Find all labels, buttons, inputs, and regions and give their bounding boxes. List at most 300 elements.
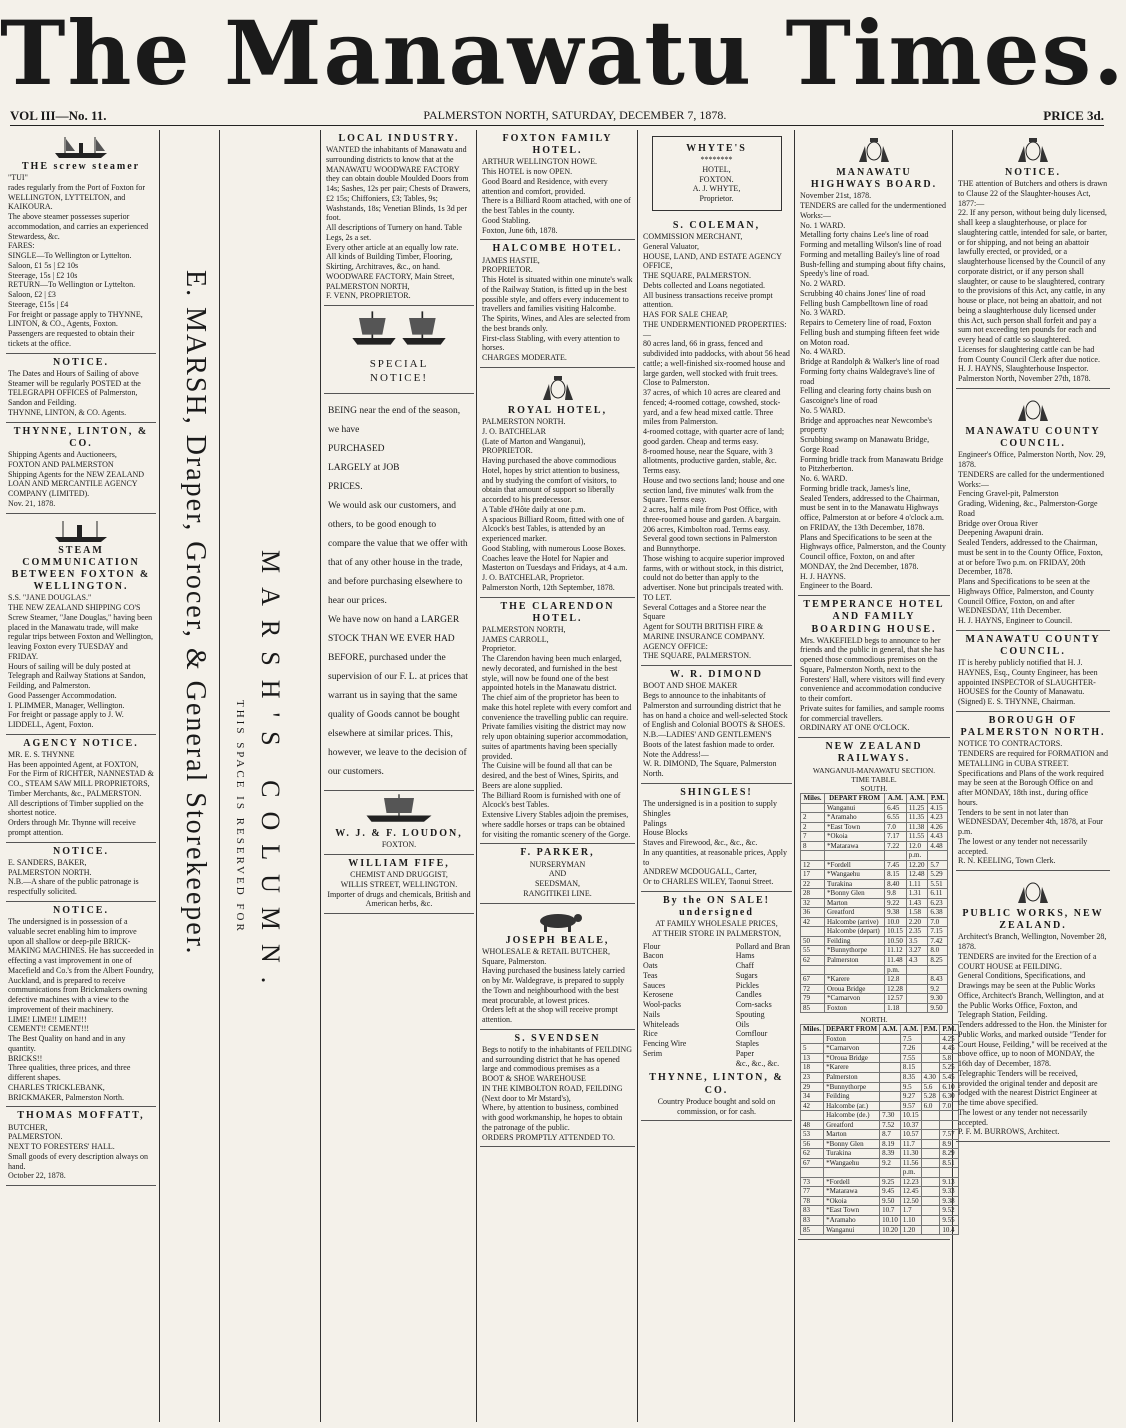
timetable-cell (921, 1130, 940, 1140)
timetable-row (801, 917, 948, 927)
ad-text-line: Extensive Livery Stables adjoin the premises, where saddle horses or traps can be obtained for visiting the romantic scenery of the Gorge. (482, 810, 631, 839)
timetable-row (801, 1158, 959, 1168)
ad-text-line: Sugars (735, 970, 758, 980)
timetable-cell: 8.19 (880, 1139, 901, 1149)
ad-text-line: Shipping Agents for the NEW ZEALAND LOAN AND MERCANTILE AGENCY COMPANY (LIMITED). (8, 469, 145, 498)
timetable-cell: 9.55 (940, 1215, 959, 1225)
ad-text-line: Felling and clearing forty chains bush on Gascoigne's line of road (800, 386, 932, 406)
timetable-cell: 9.30 (928, 994, 948, 1004)
ad-text-line: TENDERS are called for the undermentioned Works:— (958, 469, 1104, 489)
ad-text-line: Bridge at Randolph & Walker's line of road (800, 357, 940, 367)
timetable-cell (921, 1206, 940, 1216)
timetable-cell: Oroua Bridge (825, 984, 885, 994)
ad-royal-hotel (480, 368, 635, 598)
timetable-cell (921, 1053, 940, 1063)
ad-text-line: RETURN—To Wellington or Lyttelton. Saloon, £2 | £3 (8, 280, 136, 300)
ad-text-line: Architect's Branch, Wellington, November 28, 1878. (958, 932, 1107, 952)
timetable-cell: 8.15 (900, 1063, 921, 1073)
ad-temperance-hotel (798, 596, 950, 738)
timetable-cell: 9.38 (885, 908, 907, 918)
ad-text-line: MR. E. S. THYNNE (8, 749, 75, 759)
ad-text-line: For the Firm of RICHTER, NANNESTAD & CO., STEAM SAW MILL PROPRIETORS, Timber Merchants, &c., PALMERSTON. (8, 769, 154, 798)
timetable-cell (801, 1168, 824, 1178)
ad-text-line: Flour (643, 941, 661, 951)
ad-text-line: 2 acres, half a mile from Post Office, with three-roomed house and garden. A bargain. (643, 505, 781, 524)
timetable-cell: 8.39 (880, 1149, 901, 1159)
ad-special-notice (324, 350, 474, 394)
ad-text-line: Shipping Agents and Auctioneers, (8, 450, 117, 459)
ad-text-line: Palmerston North, 12th September, 1878. (482, 582, 615, 592)
space-reserved-note: THIS SPACE IS RESERVED FOR (234, 700, 246, 934)
timetable-row (801, 1177, 959, 1187)
timetable-cell: 9.8 (885, 889, 907, 899)
ad-text-line: We have now on hand a LARGER STOCK THAN WE EVER HAD BEFORE, purchased under the supervision of our F. L. at prices that warrant us in saying that the same quality of Goods cannot be bought elsewhere at similar prices. This, however, we leave to the decision of our customers. (328, 615, 468, 777)
ad-text-line: WOODWARE FACTORY, Main Street, PALMERSTON NORTH, (326, 271, 455, 291)
timetable-cell: 83 (801, 1215, 824, 1225)
timetable-cell (928, 965, 948, 975)
ad-text-line: The Clarendon having been much enlarged, newly decorated, and furnished in the best style, will now be found one of the best appointed hotels in the Manawatu district. (482, 654, 622, 693)
timetable-cell: 11.35 (906, 813, 928, 823)
ad-notice-sailing (6, 354, 156, 423)
ad-text-line: Licenses for slaughtering cattle can be had from County Council Clerk after due notice. (958, 344, 1100, 364)
ad-text-line: SINGLE—To Wellington or Lyttelton. Saloon, £1 5s | £2 10s (8, 251, 132, 270)
ad-steam-communication (6, 514, 156, 735)
timetable-header-row (801, 793, 948, 803)
ad-text-line: Kerosene (643, 990, 674, 1000)
timetable-cell: 5 (801, 1044, 824, 1054)
timetable-cell (921, 1063, 940, 1073)
ad-text-line: All descriptions of Turnery on hand. Table Legs, 2s a set. (326, 223, 462, 242)
timetable-cell: 4.23 (928, 813, 948, 823)
timetable-cell: 10.10 (880, 1215, 901, 1225)
ad-agency-notice (6, 735, 156, 843)
timetable-cell: 12.57 (885, 994, 907, 1004)
timetable-cell (906, 975, 928, 985)
timetable-cell: 42 (801, 1101, 824, 1111)
ad-text-line: The lowest or any tender not necessarily accepted. (958, 836, 1088, 856)
ad-text-line: Corn-sacks (735, 1000, 772, 1010)
ad-text-line: N.B.—A share of the public patronage is respectfully solicited. (8, 877, 139, 897)
timetable-row (801, 946, 948, 956)
timetable-row (801, 1053, 959, 1063)
ad-text-line: AND (548, 869, 567, 879)
timetable-cell: 6.45 (885, 803, 907, 813)
timetable-header-cell: A.M. (885, 793, 907, 803)
ship-illustration (359, 793, 439, 823)
ad-text-line: FOXTON. (699, 174, 734, 184)
timetable-cell (921, 1225, 940, 1235)
timetable-row (801, 1168, 959, 1178)
timetable-cell: 3.5 (906, 936, 928, 946)
north-timetable (800, 1024, 959, 1235)
ad-text-line: CHARLES TRICKLEBANK, BRICKMAKER, Palmerston North. (8, 1082, 124, 1102)
timetable-cell: 7.15 (928, 927, 948, 937)
ad-text-line: NOTICE. (53, 904, 109, 916)
ad-text-line: The Dates and Hours of Sailing of above Steamer will be regularly POSTED at the TELEGRAPH OFFICES of Palmerston, Sandon and Feilding. (8, 368, 141, 408)
timetable-cell: 77 (801, 1187, 824, 1197)
railway-title: NEW ZEALAND RAILWAYS. (825, 741, 923, 765)
ad-moffatt-butcher (6, 1107, 156, 1186)
ad-text-line: For freight or passage apply to THYNNE, LINTON, & CO., Agents, Foxton. (8, 309, 143, 329)
timetable-cell: Halcombe (arrive) (825, 917, 885, 927)
ad-text-line: Forming bridle track from Manawatu Bridge to Pitzherberton. (800, 454, 944, 474)
timetable-row (801, 956, 948, 966)
timetable-row (801, 908, 948, 918)
timetable-header-cell: P.M. (928, 793, 948, 803)
ad-text-line: Three qualities, three prices, and three different shapes. (8, 1063, 131, 1083)
ad-text-line: Foxton, June 6th, 1878. (482, 225, 558, 235)
ad-text-line: F. VENN, PROPRIETOR. (326, 291, 411, 301)
ad-text-line: 206 acres, Kimbolton road. Terms easy. (643, 524, 770, 534)
ad-text-line: Every other article at an equally low rate. (326, 242, 459, 252)
timetable-cell: 9.13 (940, 1177, 959, 1187)
timetable-cell: 1.11 (906, 879, 928, 889)
sailing-ships-illustration (339, 308, 459, 348)
timetable-cell: 9.33 (940, 1187, 959, 1197)
ad-text-line: WANTED the inhabitants of Manawatu and surrounding districts to know that at the MANAWATU WOODWARE FACTORY they can obtain double Moulded Doors from 14s; Sashes, 12s per pair; Chests of Drawers, £2 15s; Chiffoniers, £3; Tables, 9s; Washstands, 18s; Venetian Blinds, 1s 3d per foot. (326, 145, 471, 223)
ad-text-line: J. O. BATCHELAR, Proprietor. (482, 573, 584, 582)
ad-text-line: 80 acres land, 66 in grass, fenced and subdivided into paddocks, with about 56 head cattle; a well-finished six-roomed house and large garden, well stocked with fruit trees. Close to Palmerston. (643, 339, 790, 388)
timetable-row (801, 841, 948, 851)
ad-text-line: AT FAMILY WHOLESALE PRICES, (655, 919, 778, 929)
column-1 (6, 130, 156, 1422)
timetable-cell: *Bunnythorpe (825, 946, 885, 956)
timetable-cell: 1.10 (900, 1215, 921, 1225)
ad-text-line: Cornflour (735, 1029, 768, 1039)
ad-text-line: Engineer to the Board. (800, 581, 873, 591)
ad-foxton-family-hotel (480, 130, 635, 240)
ad-text-line: No. 5 WARD. (800, 405, 846, 415)
ad-text-line: Good Stabling. (482, 215, 531, 225)
ad-text-line: HOUSE, LAND, AND ESTATE AGENCY OFFICE, (643, 251, 782, 271)
ad-text-line: The chief aim of the proprietor has been to make this hotel replete with every comfort and convenience the travelling public can require. (482, 693, 632, 722)
ad-text-line: JAMES HASTIE, (482, 255, 540, 265)
timetable-cell: Palmerston (824, 1073, 880, 1083)
timetable-row (801, 1034, 959, 1044)
ad-dimond (641, 666, 792, 784)
timetable-row (801, 1206, 959, 1216)
ad-highways-board (798, 130, 950, 596)
column-rule (637, 130, 638, 1422)
timetable-cell (906, 1003, 928, 1013)
timetable-cell (801, 803, 825, 813)
ad-text-line: &c., &c., &c. (735, 1058, 780, 1068)
timetable-cell: Halcombe (depart) (825, 927, 885, 937)
timetable-row (801, 1196, 959, 1206)
ad-text-line: NURSERYMAN (529, 859, 586, 869)
timetable-cell: 13 (801, 1053, 824, 1063)
newspaper-title: The Manawatu Times. (0, 1, 1126, 105)
timetable-cell: 9.25 (880, 1177, 901, 1187)
timetable-cell: 6.10 (940, 1082, 959, 1092)
ad-text-line: Paper (735, 1048, 754, 1058)
ad-text-line: Deepening Awapuni drain. (958, 528, 1044, 538)
timetable-cell: 83 (801, 1206, 824, 1216)
timetable-row (801, 1073, 959, 1083)
sale-items-right (736, 942, 790, 1069)
ad-text-line: Nails (643, 1009, 660, 1019)
timetable-cell: 10.20 (880, 1225, 901, 1235)
timetable-row (801, 1225, 959, 1235)
ad-text-line: The lowest or any tender not necessarily accepted. (958, 1107, 1088, 1127)
timetable-cell (880, 1053, 901, 1063)
timetable-row (801, 870, 948, 880)
ad-text-line: Engineer's Office, Palmerston North, Nov. 29, 1878. (958, 450, 1106, 470)
ad-text-line: 37 acres, of which 10 acres are cleared and fenced; 4-roomed cottage, cowshed, stock-yard, and a few head mixed cattle. Three miles from Palmerston. (643, 388, 781, 427)
timetable-cell: *Karere (825, 975, 885, 985)
timetable-cell: 34 (801, 1092, 824, 1102)
ad-text-line: THE SQUARE, PALMERSTON. (643, 271, 752, 281)
dateline (10, 108, 1104, 126)
ad-sanders-baker (6, 843, 156, 902)
timetable-cell: 7.0 (885, 822, 907, 832)
ad-text-line: Bush-felling and stumping about fifty chains, Speedy's line of road. (800, 259, 946, 279)
ad-text-line: Or to CHARLES WILEY, Taonui Street. (643, 877, 774, 886)
steamship-icon (51, 519, 111, 543)
timetable-cell: 10.15 (900, 1111, 921, 1121)
timetable-header-cell: DEPART FROM (825, 793, 885, 803)
ad-text-line: Country Produce bought and sold on commission, or for cash. (657, 1096, 776, 1116)
timetable-cell: 8.25 (928, 956, 948, 966)
timetable-cell: 29 (801, 1082, 824, 1092)
ad-text-line: AT THEIR STORE IN PALMERSTON, (651, 928, 782, 938)
bull-icon (528, 909, 588, 933)
ad-text-line: Sealed Tenders, addressed to the Chairman, must be sent in to the County Office, Foxton, at or before Two p.m. on FRIDAY, 20th December, 1878. (958, 538, 1103, 577)
timetable-cell: 4.15 (928, 803, 948, 813)
royal-arms-icon (1014, 877, 1052, 905)
ad-text-line: Begs to announce to the inhabitants of Palmerston and surrounding district that he has on hand a choice and well-selected Stock of English and Colonial BOOTS & SHOES. (643, 691, 788, 730)
ad-text-line: Forming forty chains Waldegrave's line of road (800, 366, 935, 386)
ad-text-line: General Conditions, Specifications, and Drawings may be seen at the Public Works Office, Architect's Branch, Wellington, and at the Public Works Office, Foxton, and Telegraph Station, Feilding. (958, 971, 1104, 1020)
timetable-cell (880, 1073, 901, 1083)
ad-text-line: NEXT TO FORESTERS' HALL. (8, 1142, 115, 1151)
timetable-cell (801, 927, 825, 937)
timetable-cell: 10.50 (885, 936, 907, 946)
ad-text-line: Plans and Specifications to be seen at the Highways office, Palmerston, and the County Council office, Foxton, on and after MONDAY, the 2nd December, 1878. (800, 532, 946, 571)
timetable-cell: 62 (801, 1149, 824, 1159)
ad-text-line: COMMISSION MERCHANT, (643, 232, 743, 242)
timetable-cell: 8.35 (900, 1073, 921, 1083)
timetable-cell: 55 (801, 946, 825, 956)
timetable-cell (880, 1101, 901, 1111)
timetable-cell (880, 1063, 901, 1073)
ad-text-line: BOOT & SHOE WAREHOUSE (482, 1074, 586, 1084)
ad-text-line: A spacious Billiard Room, fitted with one of Alcock's best Tables, is attended by an experienced marker. (482, 514, 625, 543)
ad-text-line: Square, Palmerston. (482, 956, 547, 966)
timetable-cell: Foxton (824, 1034, 880, 1044)
timetable-cell: *East Town (825, 822, 885, 832)
column-5 (480, 130, 635, 1422)
ad-county-council (956, 389, 1110, 631)
ad-text-line: No. 2 WARD. (800, 279, 846, 289)
marsh-column-title: MARSH'S COLUMN. (256, 550, 285, 998)
ad-text-line: By the ON SALE! undersigned (663, 894, 770, 918)
ad-slaughter-notice (956, 130, 1110, 389)
railway-timetable: TIME TABLE. (851, 774, 897, 784)
ad-text-line: PALMERSTON. (8, 1132, 63, 1142)
ad-text-line: Felling bush Campbelltown line of road (800, 298, 928, 308)
timetable-cell (801, 1111, 824, 1121)
timetable-cell (921, 1120, 940, 1130)
ad-text-line: October 22, 1878. (8, 1171, 66, 1181)
ad-text-line: THYNNE, LINTON, & CO. (649, 1072, 784, 1096)
timetable-row (801, 898, 948, 908)
ad-text-line: This Hotel is situated within one minute's walk of the Railway Station, is fitted up in the best possible style, and offers every inducement to travellers and families visiting Halcombe. (482, 275, 633, 314)
timetable-row (801, 1044, 959, 1054)
timetable-header-cell: Miles. (801, 793, 825, 803)
ad-joseph-beale (480, 904, 635, 1030)
ad-text-line: PALMERSTON NORTH. (482, 417, 566, 426)
ad-text-line: Orders left at the shop will receive prompt attention. (482, 1005, 618, 1024)
timetable-cell: 7.5 (900, 1034, 921, 1044)
ad-text-line: Plans and Specifications to be seen at the Highways Office, Palmerston, and County Council Office, Foxton, on and after WEDNESDAY, 11th December. (958, 577, 1094, 616)
ad-text-line: MANAWATU COUNTY COUNCIL. (965, 633, 1101, 657)
ad-text-line: All descriptions of Timber supplied on the shortest notice. (8, 798, 144, 818)
timetable-cell: Greatford (824, 1120, 880, 1130)
ad-text-line: Mrs. WAKEFIELD begs to announce to her friends and the public in general, that she has opened those commodious premises on the Square, Palmerston North, next to the Foresters' Hall, where visitors will find every convenience and accommodation conducive to their comfort. (800, 635, 945, 704)
timetable-cell: Wanganui (825, 803, 885, 813)
ad-text-line: FOXTON. (381, 840, 417, 850)
timetable-cell (906, 965, 928, 975)
timetable-cell: 9.57 (900, 1101, 921, 1111)
ad-text-line: In any quantities, at reasonable prices, Apply to (643, 847, 787, 867)
ad-text-line: Proprietor. (482, 644, 516, 654)
timetable-cell: Halcombe (de.) (824, 1111, 880, 1121)
timetable-cell: 7.26 (900, 1044, 921, 1054)
timetable-cell: 6.11 (928, 889, 948, 899)
timetable-cell: 5.29 (928, 870, 948, 880)
ad-text-line: TENDERS are called for the undermentioned Works:— (800, 201, 946, 220)
ad-text-line: November 21st, 1878. (800, 191, 872, 201)
timetable-cell: 7.57 (940, 1130, 959, 1140)
timetable-cell (825, 851, 885, 861)
ad-text-line: Where, by attention to business, combined with good workmanship, he hopes to obtain the patronage of the public. (482, 1103, 623, 1132)
timetable-cell: *Matarawa (824, 1187, 880, 1197)
timetable-cell (825, 965, 885, 975)
ad-text-line: HAS FOR SALE CHEAP, (643, 310, 728, 320)
timetable-row (801, 851, 948, 861)
timetable-cell: 12.48 (906, 870, 928, 880)
south-timetable (800, 793, 948, 1013)
ad-text-line: Forming and metalling Bailey's line of road (800, 249, 940, 259)
ad-borough-palmerston (956, 712, 1110, 871)
royal-arms-icon (855, 136, 893, 164)
ad-text-line: BEING near the end of the season, we have (328, 406, 461, 435)
timetable-cell: 36 (801, 908, 825, 918)
timetable-row (801, 813, 948, 823)
ad-text-line: JAMES CARROLL, (482, 634, 549, 644)
ad-text-line: No. 3 WARD. (800, 308, 846, 318)
ad-text-line: Nov. 21, 1878. (8, 498, 56, 508)
timetable-cell: p.m. (900, 1168, 921, 1178)
timetable-cell (885, 851, 907, 861)
ad-text-line: There is a Billiard Room attached, with one of the best Tables in the county. (482, 196, 631, 216)
timetable-cell (880, 1082, 901, 1092)
ad-text-line: NOTICE TO CONTRACTORS. (958, 739, 1063, 749)
ad-text-line: Pollard and Bran (735, 941, 790, 951)
timetable-row (801, 860, 948, 870)
ad-text-line: TENDERS are required for FORMATION and METALLING in CUBA STREET. (958, 749, 1108, 768)
ad-text-line: SHINGLES! (680, 786, 753, 798)
timetable-cell: Greatford (825, 908, 885, 918)
ad-text-line: PRICES. (328, 482, 363, 492)
ad-text-line: MANAWATU COUNTY COUNCIL. (965, 425, 1101, 450)
ad-text-line: Shingles (643, 808, 671, 818)
ad-shingles (641, 784, 792, 892)
ad-text-line: THE screw steamer (21, 161, 141, 172)
column-7 (798, 130, 957, 1422)
column-4 (324, 130, 474, 1422)
timetable-cell: *Wangaehu (824, 1158, 880, 1168)
ad-text-line: Telegraphic Tenders will be received, provided the original tender and deposit are lodged with the nearest District Engineer at the time above specified. (958, 1068, 1098, 1108)
timetable-cell: 6.30 (940, 1092, 959, 1102)
timetable-cell: 10.15 (885, 927, 907, 937)
timetable-cell: 8 (801, 841, 825, 851)
timetable-header-cell: A.M. (900, 1025, 921, 1035)
timetable-cell: p.m. (885, 965, 907, 975)
ad-text-line: NOTICE! (370, 371, 428, 384)
timetable-cell: 9.50 (880, 1196, 901, 1206)
ad-text-line: Staves and Firewood, &c., &c., &c. (643, 838, 758, 847)
ad-text-line: Note the Address!— (643, 749, 709, 759)
timetable-cell: 1.18 (885, 1003, 907, 1013)
ad-text-line: Steerage, £15s | £4 (8, 299, 69, 309)
timetable-cell: 12.8 (885, 975, 907, 985)
timetable-cell: Turakina (824, 1149, 880, 1159)
ad-text-line: The Best Quality on hand and in any quantity. (8, 1034, 126, 1053)
royal-arms-icon (539, 374, 577, 402)
timetable-cell: 8.7 (880, 1130, 901, 1140)
ad-text-line: rades regularly from the Port of Foxton for WELLINGTON, LYTTELTON, and KAIKOURA. (8, 182, 146, 212)
ad-text-line: F. PARKER, (520, 847, 595, 859)
timetable-cell: Palmerston (825, 956, 885, 966)
timetable-cell (824, 1168, 880, 1178)
timetable-cell: 62 (801, 956, 825, 966)
ad-text-line: TO LET. (643, 592, 672, 602)
ad-text-line: Repairs to Cemetery line of road, Foxton (800, 318, 932, 328)
timetable-cell: 32 (801, 898, 825, 908)
timetable-cell: 4.26 (928, 822, 948, 832)
timetable-cell: 11.30 (900, 1149, 921, 1159)
timetable-cell: 6.0 (921, 1101, 940, 1111)
ad-text-line: LARGELY at JOB (328, 463, 400, 473)
ad-text-line: Bacon (643, 951, 664, 961)
timetable-cell: 7.0 (940, 1101, 959, 1111)
timetable-cell: 12.0 (906, 841, 928, 851)
marsh-draper-vertical: E. MARSH, Draper, Grocer, & General Storekeeper. (180, 270, 211, 956)
timetable-header-cell: P.M. (940, 1025, 959, 1035)
timetable-cell: *Oroua Bridge (824, 1053, 880, 1063)
timetable-cell (880, 1044, 901, 1054)
ad-text-line: STEAM COMMUNICATION BETWEEN FOXTON & WELLINGTON. (11, 544, 151, 593)
ad-local-industry (324, 130, 474, 306)
ad-text-line: P. F. M. BURROWS, Architect. (958, 1127, 1060, 1137)
timetable-cell: *Carnarvon (825, 994, 885, 1004)
timetable-row (801, 1063, 959, 1073)
ad-text-line: Candles (735, 990, 762, 1000)
timetable-cell: p.m. (906, 851, 928, 861)
ad-text-line: R. N. KEELING, Town Clerk. (958, 856, 1056, 866)
timetable-cell: 9.50 (928, 1003, 948, 1013)
timetable-cell: 5.8 (940, 1053, 959, 1063)
ad-text-line: RANGITIKEI LINE. (523, 888, 592, 898)
timetable-row (801, 927, 948, 937)
ad-text-line: W. R. DIMOND (669, 669, 764, 681)
ad-text-line: 8-roomed house, near the Square, with 3 allotments, productive garden, stable, &c. Terms easy. (643, 446, 777, 476)
timetable-cell: 9.38 (940, 1196, 959, 1206)
ad-text-line: Wool-packs (643, 1000, 682, 1010)
railway-north: NORTH. (860, 1015, 888, 1025)
